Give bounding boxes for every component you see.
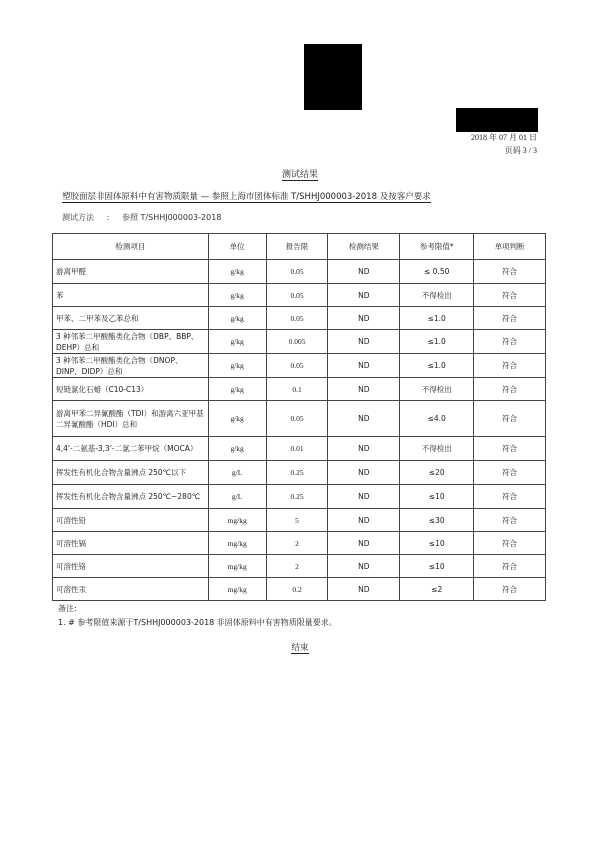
cell-item: 挥发性有机化合物含量沸点 250℃~280℃	[53, 485, 209, 509]
cell-report-limit: 2	[266, 555, 328, 578]
cell-judgement: 符合	[474, 378, 546, 401]
table-row	[53, 485, 546, 509]
cell-result: ND	[328, 437, 400, 461]
cell-report-limit: 0.2	[266, 578, 328, 601]
cell-reference-limit: 不得检出	[400, 378, 474, 401]
test-method-value: 参照 T/SHHJ000003-2018	[122, 213, 222, 222]
cell-judgement: 符合	[474, 354, 546, 378]
cell-result: ND	[328, 284, 400, 307]
table-row	[53, 354, 546, 378]
cell-report-limit: 0.1	[266, 378, 328, 401]
cell-result: ND	[328, 509, 400, 532]
cell-item: 短链氯化石蜡（C10-C13）	[53, 378, 209, 401]
cell-result: ND	[328, 378, 400, 401]
cell-judgement: 符合	[474, 509, 546, 532]
results-table	[52, 233, 546, 601]
cell-reference-limit: ≤1.0	[400, 354, 474, 378]
cell-item: 3 种邻苯二甲酸酯类化合物（DNOP、DINP、DIDP）总和	[53, 354, 209, 378]
cell-result: ND	[328, 555, 400, 578]
cell-result: ND	[328, 354, 400, 378]
cell-unit: mg/kg	[208, 555, 266, 578]
cell-unit: g/kg	[208, 284, 266, 307]
cell-report-limit: 0.005	[266, 330, 328, 354]
cell-reference-limit: ≤ 0.50	[400, 260, 474, 284]
table-row	[53, 532, 546, 555]
end-marker	[0, 641, 600, 653]
redaction-block-report-no	[456, 108, 538, 132]
cell-reference-limit: ≤10	[400, 532, 474, 555]
cell-report-limit: 0.05	[266, 307, 328, 330]
cell-report-limit: 0.05	[266, 354, 328, 378]
header-judgement: 单项判断	[474, 234, 546, 260]
cell-unit: g/kg	[208, 378, 266, 401]
cell-reference-limit: ≤1.0	[400, 330, 474, 354]
cell-result: ND	[328, 260, 400, 284]
cell-result: ND	[328, 532, 400, 555]
table-row	[53, 461, 546, 485]
header-reference-limit: 参考限值*	[400, 234, 474, 260]
page-title-text: 测试结果	[281, 170, 318, 180]
table-header-row	[53, 234, 546, 260]
header-report-limit: 报告限	[266, 234, 328, 260]
cell-result: ND	[328, 578, 400, 601]
cell-reference-limit: ≤4.0	[400, 401, 474, 437]
cell-item: 可溶性汞	[53, 578, 209, 601]
cell-report-limit: 0.25	[266, 461, 328, 485]
cell-unit: g/kg	[208, 354, 266, 378]
table-row	[53, 260, 546, 284]
test-method-colon: :	[106, 213, 110, 222]
cell-judgement: 符合	[474, 578, 546, 601]
cell-reference-limit: ≤20	[400, 461, 474, 485]
cell-unit: g/kg	[208, 330, 266, 354]
table-row	[53, 509, 546, 532]
cell-unit: mg/kg	[208, 578, 266, 601]
table-row	[53, 401, 546, 437]
cell-reference-limit: ≤1.0	[400, 307, 474, 330]
redaction-block-logo	[304, 44, 362, 110]
notes-label: 备注:	[58, 604, 77, 613]
cell-reference-limit: ≤10	[400, 485, 474, 509]
end-marker-text: 结束	[291, 643, 309, 653]
table-row	[53, 578, 546, 601]
cell-result: ND	[328, 401, 400, 437]
cell-result: ND	[328, 461, 400, 485]
table-row	[53, 437, 546, 461]
cell-judgement: 符合	[474, 461, 546, 485]
cell-unit: mg/kg	[208, 532, 266, 555]
section-subtitle	[62, 190, 431, 202]
cell-unit: g/kg	[208, 260, 266, 284]
cell-unit: mg/kg	[208, 509, 266, 532]
cell-report-limit: 0.01	[266, 437, 328, 461]
page-title	[0, 167, 600, 180]
cell-item: 苯	[53, 284, 209, 307]
cell-result: ND	[328, 330, 400, 354]
cell-judgement: 符合	[474, 532, 546, 555]
cell-unit: g/L	[208, 485, 266, 509]
notes-item: 1. # 参考限值来源于T/SHHJ000003-2018 非固体原料中有害物质限量要求。	[58, 618, 337, 627]
cell-item: 挥发性有机化合物含量沸点 250℃以下	[53, 461, 209, 485]
table-row	[53, 330, 546, 354]
cell-judgement: 符合	[474, 284, 546, 307]
table-row	[53, 555, 546, 578]
header-item: 检测项目	[53, 234, 209, 260]
cell-report-limit: 0.05	[266, 260, 328, 284]
cell-item: 游离甲苯二异氰酸酯（TDI）和游离六亚甲基二异氰酸酯（HDI）总和	[53, 401, 209, 437]
cell-unit: g/kg	[208, 401, 266, 437]
cell-judgement: 符合	[474, 307, 546, 330]
cell-report-limit: 5	[266, 509, 328, 532]
cell-reference-limit: 不得检出	[400, 284, 474, 307]
cell-item: 可溶性铬	[53, 555, 209, 578]
section-subtitle-text: 塑胶面层非固体原料中有害物质限量 — 参照上海市团体标准 T/SHHJ000003-2018 及按客户要求	[62, 192, 431, 202]
test-method	[62, 212, 221, 223]
cell-item: 游离甲醛	[53, 260, 209, 284]
cell-judgement: 符合	[474, 401, 546, 437]
cell-report-limit: 0.05	[266, 284, 328, 307]
header-result: 检测结果	[328, 234, 400, 260]
table-row	[53, 378, 546, 401]
table-row	[53, 307, 546, 330]
cell-unit: g/kg	[208, 307, 266, 330]
cell-report-limit: 2	[266, 532, 328, 555]
cell-item: 3 种邻苯二甲酸酯类化合物（DBP、BBP、DEHP）总和	[53, 330, 209, 354]
cell-report-limit: 0.25	[266, 485, 328, 509]
cell-unit: g/kg	[208, 437, 266, 461]
cell-reference-limit: ≤30	[400, 509, 474, 532]
cell-item: 可溶性镉	[53, 532, 209, 555]
cell-reference-limit: ≤10	[400, 555, 474, 578]
cell-reference-limit: 不得检出	[400, 437, 474, 461]
cell-report-limit: 0.05	[266, 401, 328, 437]
cell-judgement: 符合	[474, 437, 546, 461]
test-method-label: 测试方法	[62, 213, 94, 222]
cell-item: 可溶性铅	[53, 509, 209, 532]
cell-result: ND	[328, 485, 400, 509]
header-unit: 单位	[208, 234, 266, 260]
cell-judgement: 符合	[474, 330, 546, 354]
cell-judgement: 符合	[474, 260, 546, 284]
cell-reference-limit: ≤2	[400, 578, 474, 601]
page-number: 页码 3 / 3	[504, 146, 537, 155]
cell-judgement: 符合	[474, 555, 546, 578]
table-row	[53, 284, 546, 307]
cell-item: 甲苯、二甲苯及乙苯总和	[53, 307, 209, 330]
cell-item: 4,4'-二氨基-3,3'-二氯二苯甲烷（MOCA）	[53, 437, 209, 461]
cell-result: ND	[328, 307, 400, 330]
cell-unit: g/L	[208, 461, 266, 485]
cell-judgement: 符合	[474, 485, 546, 509]
report-date: 2018 年 07 月 01 日	[471, 133, 537, 142]
